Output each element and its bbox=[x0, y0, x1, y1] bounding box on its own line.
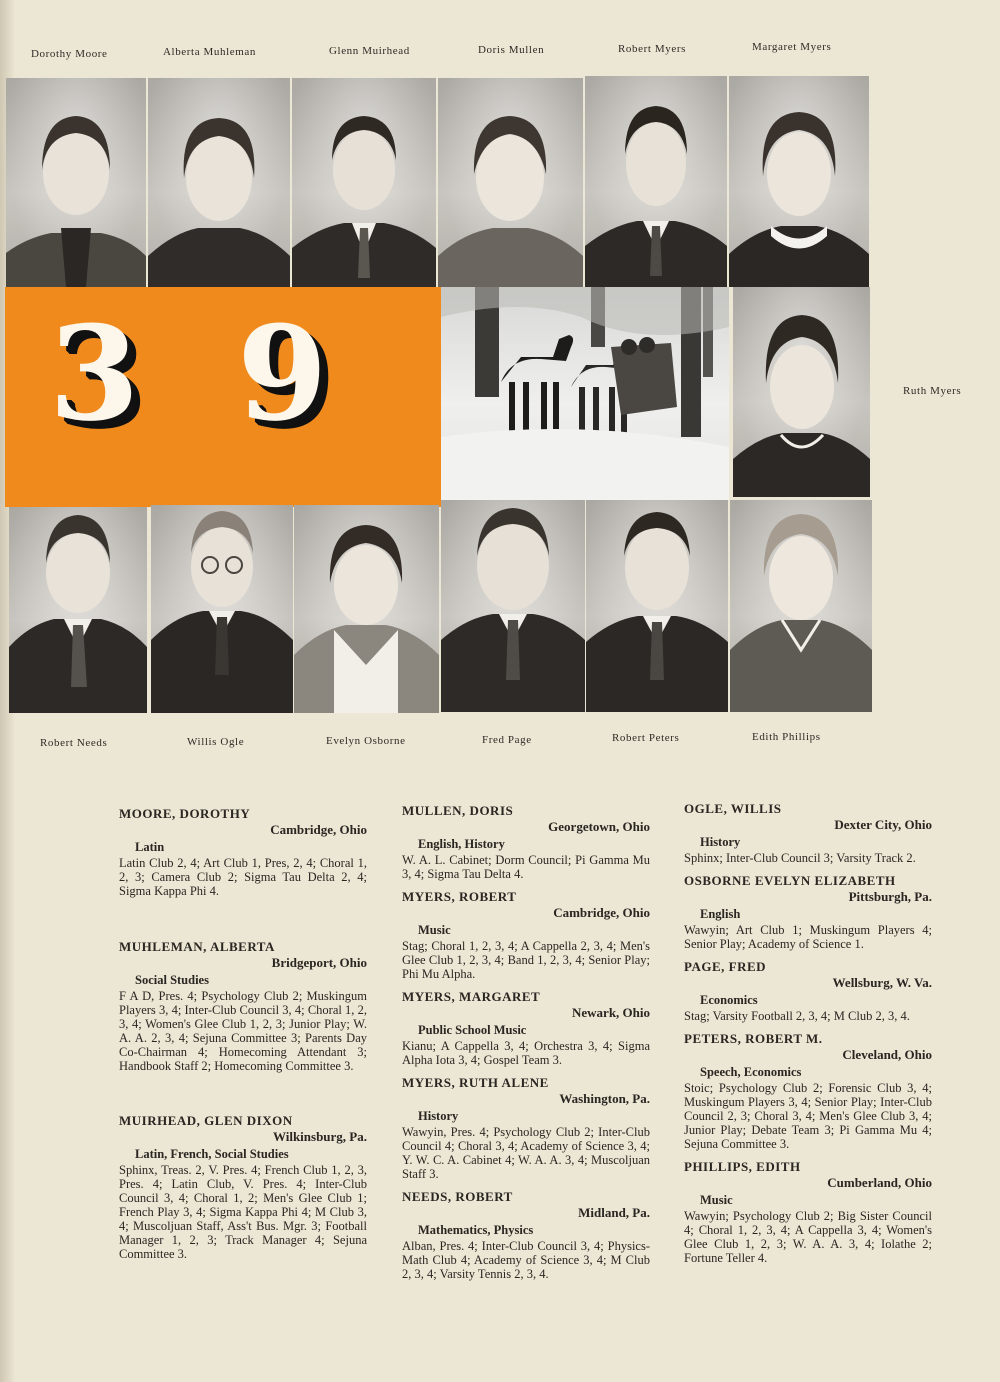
photo-caption: Fred Page bbox=[482, 734, 532, 746]
portrait-photo bbox=[729, 76, 869, 287]
major: Social Studies bbox=[135, 973, 209, 987]
senior-bio bbox=[119, 1113, 367, 1261]
activities: Stoic; Psychology Club 2; Forensic Club 3, 4; Muskingum Players 3, 4; Senior Play; Inter-Club Council 2, 3; Choral 3, 4; Men's Glee Club 3, 4; Junior Play; Debate Team 3; Pi Gamma Mu 4; Sejuna Committee 3. bbox=[684, 1081, 932, 1151]
class-year-banner bbox=[5, 287, 441, 507]
activities: Stag; Choral 1, 2, 3, 4; A Cappella 2, 3, 4; Men's Glee Club 1, 2, 3, 4; Band 1, 2, 3, 4; Senior Play; Phi Mu Alpha. bbox=[402, 939, 650, 981]
photo-caption: Edith Phillips bbox=[752, 731, 821, 743]
major: Music bbox=[700, 1193, 733, 1207]
senior-bio bbox=[402, 1075, 650, 1181]
bio-column-1 bbox=[119, 806, 367, 1261]
student-name: MYERS, MARGARET bbox=[402, 989, 541, 1004]
student-name: OGLE, WILLIS bbox=[684, 801, 782, 816]
major: English bbox=[700, 907, 741, 921]
student-name: NEEDS, ROBERT bbox=[402, 1189, 513, 1204]
activities: Sphinx, Treas. 2, V. Pres. 4; French Club 1, 2, 3, Pres. 4; Latin Club, V. Pres. 4; Inter-Club Council 3, 4; Choral 1, 2; Men's Glee Club 1; French Play 3, 4; Sigma Kappa Phi 4; M Club 3, 4; Muscoljuan Staff, Ass't Bus. Mgr. 3; Football Manager 1, 2, 3; Track Manager 4; Sejuna Committee 3. bbox=[119, 1163, 367, 1261]
photo-caption: Ruth Myers bbox=[903, 385, 962, 397]
hometown: Midland, Pa. bbox=[578, 1205, 650, 1220]
activities: Alban, Pres. 4; Inter-Club Council 3, 4; Physics-Math Club 4; Academy of Science 3, 4; M Club 2, 3, 4; Varsity Tennis 2, 3, 4. bbox=[402, 1239, 650, 1281]
major: Mathematics, Physics bbox=[418, 1223, 534, 1237]
portrait-photo bbox=[586, 500, 728, 712]
senior-bio bbox=[684, 1159, 932, 1265]
senior-bio bbox=[684, 1031, 932, 1151]
portrait-photo bbox=[151, 505, 293, 713]
hometown: Cambridge, Ohio bbox=[270, 822, 367, 837]
hometown: Bridgeport, Ohio bbox=[271, 955, 367, 970]
portrait-photo bbox=[585, 76, 727, 287]
activities: Latin Club 2, 4; Art Club 1, Pres, 2, 4; Choral 1, 2, 3; Camera Club 2; Sigma Tau Delta 2, 4; Sigma Kappa Phi 4. bbox=[119, 856, 367, 898]
student-name: MULLEN, DORIS bbox=[402, 803, 514, 818]
major: Latin bbox=[135, 840, 165, 854]
portrait-photo bbox=[9, 507, 147, 713]
student-name: MOORE, DOROTHY bbox=[119, 806, 251, 821]
hometown: Cleveland, Ohio bbox=[842, 1047, 932, 1062]
hometown: Wilkinsburg, Pa. bbox=[272, 1129, 367, 1144]
major: History bbox=[418, 1109, 459, 1123]
photo-caption: Robert Needs bbox=[40, 737, 108, 749]
senior-bio bbox=[402, 989, 650, 1067]
year-digit: 3 bbox=[49, 297, 140, 450]
photo-caption: Glenn Muirhead bbox=[329, 45, 410, 57]
major: English, History bbox=[418, 837, 505, 851]
portrait-photo bbox=[730, 500, 872, 712]
major: Public School Music bbox=[418, 1023, 527, 1037]
photo-caption: Margaret Myers bbox=[752, 41, 832, 53]
hometown: Newark, Ohio bbox=[572, 1005, 650, 1020]
portrait-photo bbox=[441, 500, 585, 712]
senior-bio bbox=[402, 1189, 650, 1281]
student-name: PAGE, FRED bbox=[684, 959, 767, 974]
senior-bio bbox=[684, 959, 932, 1023]
major: Economics bbox=[700, 993, 758, 1007]
major: History bbox=[700, 835, 741, 849]
major: Music bbox=[418, 923, 451, 937]
student-name: OSBORNE EVELYN ELIZABETH bbox=[684, 873, 896, 888]
hometown: Wellsburg, W. Va. bbox=[832, 975, 932, 990]
activities: Wawyin, Pres. 4; Psychology Club 2; Inter-Club Council 4; Choral 3, 4; Academy of Science 3, 4; Y. W. C. A. Cabinet 4; W. A. A. 3, 4; Muscoljuan Staff 3. bbox=[402, 1125, 650, 1181]
portrait-photo bbox=[733, 287, 870, 497]
activities: W. A. L. Cabinet; Dorm Council; Pi Gamma Mu 3, 4; Sigma Tau Delta 4. bbox=[402, 853, 650, 881]
senior-bio bbox=[119, 806, 367, 898]
hometown: Cumberland, Ohio bbox=[827, 1175, 932, 1190]
hometown: Georgetown, Ohio bbox=[548, 819, 650, 834]
photo-caption: Doris Mullen bbox=[478, 44, 545, 56]
bio-column-3 bbox=[684, 801, 932, 1265]
activities: Stag; Varsity Football 2, 3, 4; M Club 2, 3, 4. bbox=[684, 1009, 910, 1023]
bio-column-2 bbox=[402, 803, 650, 1281]
senior-bio bbox=[119, 939, 367, 1073]
major: Latin, French, Social Studies bbox=[135, 1147, 289, 1161]
senior-bio bbox=[684, 801, 932, 865]
portrait-photo bbox=[438, 78, 583, 287]
activities: F A D, Pres. 4; Psychology Club 2; Muskingum Players 3, 4; Inter-Club Council 3, 4; Choral 1, 2, 3, 4; Women's Glee Club 1, 2, 3; Junior Play; W. A. A. 2, 3, 4; Sejuna Committee 3; Parents Day Co-Chairman 4; Homecoming Attendant 3; Handbook Staff 2; Homecoming Committee 3. bbox=[119, 989, 367, 1073]
portrait-photo bbox=[292, 78, 436, 287]
photo-caption: Robert Peters bbox=[612, 732, 680, 744]
student-name: PETERS, ROBERT M. bbox=[684, 1031, 823, 1046]
activities: Wawyin; Psychology Club 2; Big Sister Council 4; Choral 1, 2, 3, 4; A Cappella 3, 4; Women's Glee Club 1, 2, 3; W. A. A. 3, 4; Iolathe 2; Fortune Teller 4. bbox=[684, 1209, 932, 1265]
horse-sleigh-photo bbox=[441, 287, 729, 500]
hometown: Dexter City, Ohio bbox=[834, 817, 932, 832]
senior-bio bbox=[402, 803, 650, 881]
portrait-photo bbox=[294, 505, 439, 713]
student-name: MUIRHEAD, GLEN DIXON bbox=[119, 1113, 293, 1128]
hometown: Washington, Pa. bbox=[559, 1091, 650, 1106]
senior-bio bbox=[402, 889, 650, 981]
hometown: Cambridge, Ohio bbox=[553, 905, 650, 920]
activities: Wawyin; Art Club 1; Muskingum Players 4; Senior Play; Academy of Science 1. bbox=[684, 923, 932, 951]
student-name: MUHLEMAN, ALBERTA bbox=[119, 939, 275, 954]
year-digit: 9 bbox=[237, 297, 328, 450]
photo-caption: Robert Myers bbox=[618, 43, 686, 55]
portrait-photo bbox=[148, 78, 290, 287]
photo-caption: Alberta Muhleman bbox=[163, 46, 256, 58]
major: Speech, Economics bbox=[700, 1065, 802, 1079]
portrait-photo bbox=[6, 78, 146, 287]
photo-caption: Evelyn Osborne bbox=[326, 735, 406, 747]
photo-caption: Dorothy Moore bbox=[31, 48, 108, 60]
photo-caption: Willis Ogle bbox=[187, 736, 245, 748]
hometown: Pittsburgh, Pa. bbox=[848, 889, 932, 904]
activities: Sphinx; Inter-Club Council 3; Varsity Track 2. bbox=[684, 851, 916, 865]
student-name: MYERS, RUTH ALENE bbox=[402, 1075, 549, 1090]
student-name: MYERS, ROBERT bbox=[402, 889, 517, 904]
student-name: PHILLIPS, EDITH bbox=[684, 1159, 801, 1174]
senior-bio bbox=[684, 873, 932, 951]
activities: Kianu; A Cappella 3, 4; Orchestra 3, 4; Sigma Alpha Iota 3, 4; Gospel Team 3. bbox=[402, 1039, 650, 1067]
